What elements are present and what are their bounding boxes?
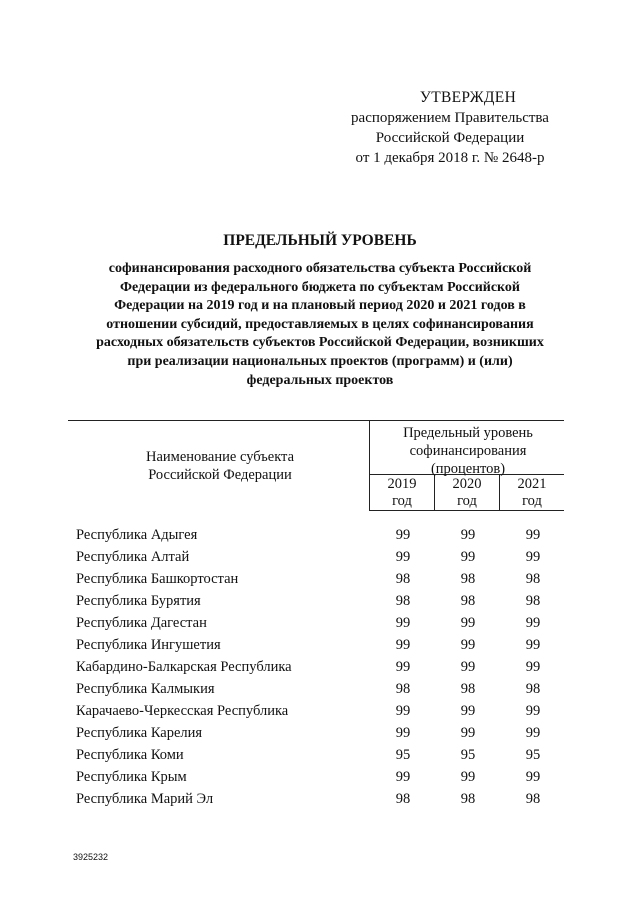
value-2020: 99 — [460, 725, 476, 741]
header-group-line: (процентов) — [430, 461, 506, 477]
value-2021: 99 — [525, 659, 541, 675]
table-row — [0, 681, 640, 703]
year-label: 2019 — [387, 476, 417, 492]
value-2021: 99 — [525, 615, 541, 631]
value-2019: 99 — [395, 637, 411, 653]
subtitle-line: Федерации из федерального бюджета по субъектам Российской — [119, 279, 520, 295]
table-row — [0, 769, 640, 791]
value-2020: 99 — [460, 637, 476, 653]
value-2020: 98 — [460, 571, 476, 587]
header-group-line: софинансирования — [409, 443, 527, 459]
value-2019: 99 — [395, 769, 411, 785]
document-title: ПРЕДЕЛЬНЫЙ УРОВЕНЬ — [223, 232, 417, 249]
value-2020: 99 — [460, 615, 476, 631]
document-number: 3925232 — [73, 852, 109, 862]
document-subtitle — [70, 260, 570, 390]
value-2021: 99 — [525, 703, 541, 719]
table-row — [0, 725, 640, 747]
approval-block — [340, 88, 560, 168]
value-2021: 95 — [525, 747, 541, 763]
approval-heading: УТВЕРЖДЕН — [419, 89, 517, 106]
value-2021: 98 — [525, 681, 541, 697]
value-2019: 99 — [395, 659, 411, 675]
region-name: Республика Марий Эл — [76, 791, 214, 807]
value-2020: 99 — [460, 769, 476, 785]
region-name: Республика Башкортостан — [76, 571, 239, 587]
table-row — [0, 615, 640, 637]
approval-line-3: от 1 декабря 2018 г. № 2648-р — [355, 150, 545, 166]
year-label: 2021 — [517, 476, 547, 492]
value-2020: 98 — [460, 593, 476, 609]
value-2019: 99 — [395, 527, 411, 543]
header-cofinancing-level — [370, 424, 566, 478]
value-2019: 98 — [395, 681, 411, 697]
subtitle-line: федеральных проектов — [246, 372, 394, 388]
value-2020: 99 — [460, 659, 476, 675]
table-row — [0, 747, 640, 769]
table-row — [0, 571, 640, 593]
region-name: Республика Дагестан — [76, 615, 207, 631]
region-name: Республика Адыгея — [76, 527, 198, 543]
value-2021: 98 — [525, 593, 541, 609]
year-unit: год — [522, 493, 542, 509]
table-header-bottom-rule — [369, 510, 564, 511]
region-name: Кабардино-Балкарская Республика — [76, 659, 292, 675]
table-row — [0, 637, 640, 659]
year-unit: год — [392, 493, 412, 509]
region-name: Республика Ингушетия — [76, 637, 221, 653]
region-name: Республика Карелия — [76, 725, 203, 741]
value-2020: 98 — [460, 681, 476, 697]
value-2019: 99 — [395, 725, 411, 741]
value-2021: 99 — [525, 549, 541, 565]
header-year-2021 — [500, 476, 564, 510]
region-name: Республика Бурятия — [76, 593, 201, 609]
region-name: Республика Крым — [76, 769, 187, 785]
value-2019: 95 — [395, 747, 411, 763]
table-row — [0, 703, 640, 725]
value-2019: 98 — [395, 791, 411, 807]
subtitle-line: Федерации на 2019 год и на плановый период 2020 и 2021 годов в — [114, 298, 526, 314]
header-year-2020 — [435, 476, 499, 510]
table-row — [0, 549, 640, 571]
region-name: Республика Коми — [76, 747, 184, 763]
header-subject-line: Наименование субъекта — [145, 449, 295, 465]
value-2020: 98 — [460, 791, 476, 807]
value-2021: 98 — [525, 571, 541, 587]
table-top-rule — [68, 420, 564, 421]
value-2019: 98 — [395, 571, 411, 587]
region-name: Карачаево-Черкесская Республика — [76, 703, 289, 719]
year-unit: год — [457, 493, 477, 509]
value-2021: 99 — [525, 527, 541, 543]
subtitle-line: отношении субсидий, предоставляемых в целях софинансирования — [106, 316, 534, 332]
region-name: Республика Алтай — [76, 549, 190, 565]
value-2021: 99 — [525, 725, 541, 741]
value-2020: 95 — [460, 747, 476, 763]
value-2019: 98 — [395, 593, 411, 609]
subtitle-line: софинансирования расходного обязательства субъекта Российской — [108, 261, 532, 276]
value-2021: 98 — [525, 791, 541, 807]
table-row — [0, 791, 640, 813]
approval-line-2: Российской Федерации — [375, 130, 525, 146]
header-group-line: Предельный уровень — [403, 425, 533, 441]
approval-line-1: распоряжением Правительства — [351, 110, 549, 126]
value-2020: 99 — [460, 703, 476, 719]
value-2019: 99 — [395, 615, 411, 631]
value-2021: 99 — [525, 637, 541, 653]
subtitle-line: расходных обязательств субъектов Российской Федерации, возникших — [96, 335, 544, 351]
value-2019: 99 — [395, 703, 411, 719]
table-row — [0, 527, 640, 549]
region-name: Республика Калмыкия — [76, 681, 215, 697]
table-row — [0, 659, 640, 681]
value-2020: 99 — [460, 549, 476, 565]
value-2019: 99 — [395, 549, 411, 565]
header-year-2019 — [370, 476, 434, 510]
value-2021: 99 — [525, 769, 541, 785]
header-subject-name — [70, 448, 370, 484]
table-row — [0, 593, 640, 615]
subtitle-line: при реализации национальных проектов (программ) и (или) — [127, 353, 513, 369]
header-subject-line: Российской Федерации — [148, 467, 292, 483]
year-label: 2020 — [452, 476, 482, 492]
value-2020: 99 — [460, 527, 476, 543]
